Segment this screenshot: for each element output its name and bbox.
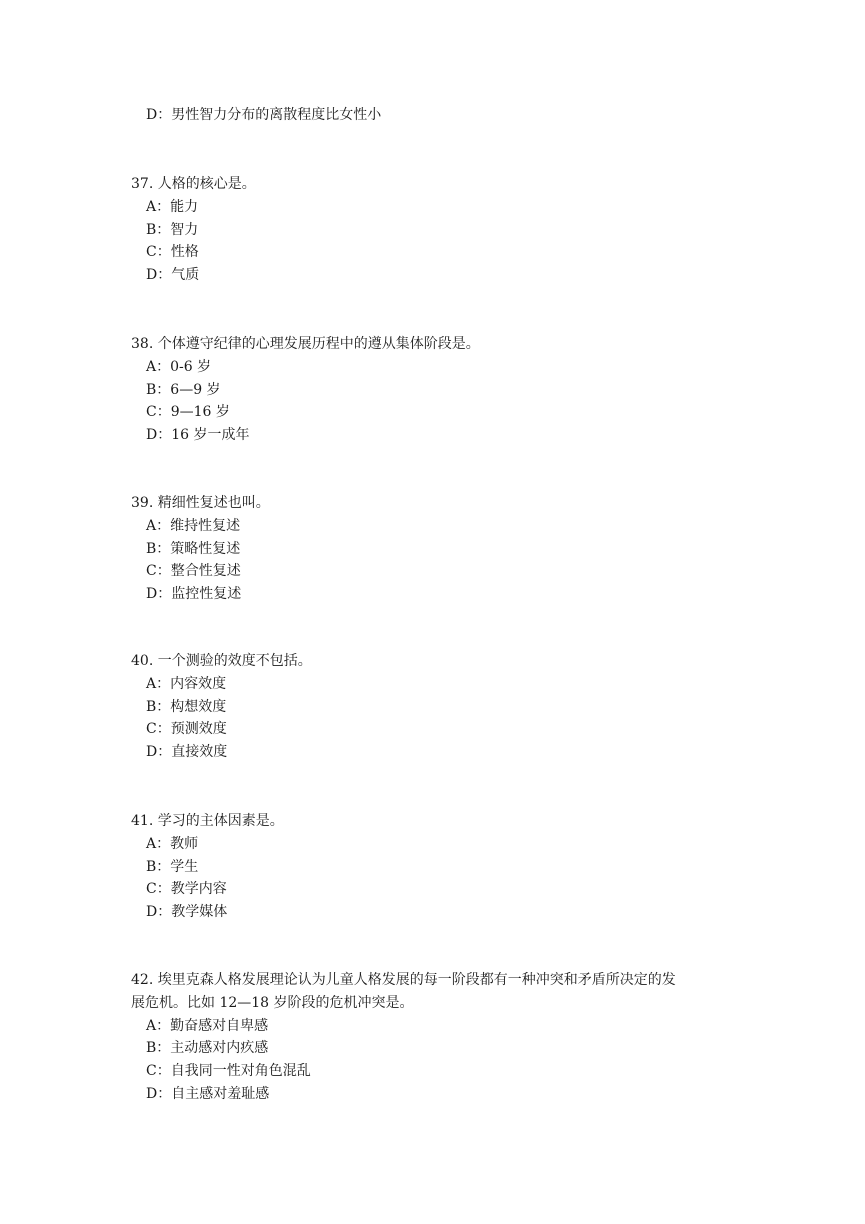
question-38 <box>131 333 751 447</box>
question-stem-line: 42. 埃里克森人格发展理论认为儿童人格发展的每一阶段都有一种冲突和矛盾所决定的发 <box>131 972 676 988</box>
option-b: B：策略性复述 <box>146 540 241 557</box>
option-list <box>131 356 751 447</box>
question-stem <box>131 173 751 196</box>
question-stem <box>131 810 751 833</box>
question-stem-line: 39. 精细性复述也叫。 <box>131 495 270 511</box>
question-37 <box>131 173 751 287</box>
option-c: C：教学内容 <box>146 881 227 898</box>
question-stem-line: 40. 一个测验的效度不包括。 <box>131 653 312 669</box>
option-a: A：能力 <box>146 198 199 215</box>
question-41 <box>131 810 751 924</box>
option-b: B：主动感对内疚感 <box>146 1040 269 1057</box>
question-stem <box>131 650 751 673</box>
option-b: B：6—9 岁 <box>146 381 221 398</box>
option-b: B：构想效度 <box>146 698 227 715</box>
option-a: A：勤奋感对自卑感 <box>146 1017 269 1034</box>
option-b: B：智力 <box>146 221 199 238</box>
question-36-option-d: D：男性智力分布的离散程度比女性小 <box>146 107 382 123</box>
option-list <box>131 833 751 924</box>
option-d: D：监控性复述 <box>146 586 242 603</box>
option-a: A：教师 <box>146 835 199 852</box>
option-list <box>131 196 751 287</box>
option-a: A：内容效度 <box>146 675 227 692</box>
option-c: C：性格 <box>146 244 199 261</box>
option-list <box>131 1015 751 1106</box>
question-stem-line: 38. 个体遵守纪律的心理发展历程中的遵从集体阶段是。 <box>131 336 480 352</box>
option-c: C：整合性复述 <box>146 563 241 580</box>
question-42 <box>131 969 751 1106</box>
question-stem-line: 41. 学习的主体因素是。 <box>131 813 284 829</box>
question-stem <box>131 969 751 1015</box>
option-c: C：自我同一性对角色混乱 <box>146 1063 311 1080</box>
option-d: D：教学媒体 <box>146 904 228 921</box>
option-list <box>131 515 751 606</box>
question-39 <box>131 492 751 606</box>
option-d: D：气质 <box>146 267 200 284</box>
question-stem <box>131 333 751 356</box>
option-a: A：维持性复述 <box>146 517 241 534</box>
option-c: C：9—16 岁 <box>146 404 230 421</box>
option-b: B：学生 <box>146 858 199 875</box>
question-stem-line: 37. 人格的核心是。 <box>131 176 256 192</box>
option-c: C：预测效度 <box>146 721 227 738</box>
option-d: D：自主感对羞耻感 <box>146 1085 270 1102</box>
question-stem-line: 展危机。比如 12—18 岁阶段的危机冲突是。 <box>131 994 414 1011</box>
option-a: A：0-6 岁 <box>146 358 212 375</box>
question-stem <box>131 492 751 515</box>
option-d: D：直接效度 <box>146 744 228 761</box>
question-40 <box>131 650 751 764</box>
option-d: D：16 岁一成年 <box>146 427 250 444</box>
option-list <box>131 673 751 764</box>
